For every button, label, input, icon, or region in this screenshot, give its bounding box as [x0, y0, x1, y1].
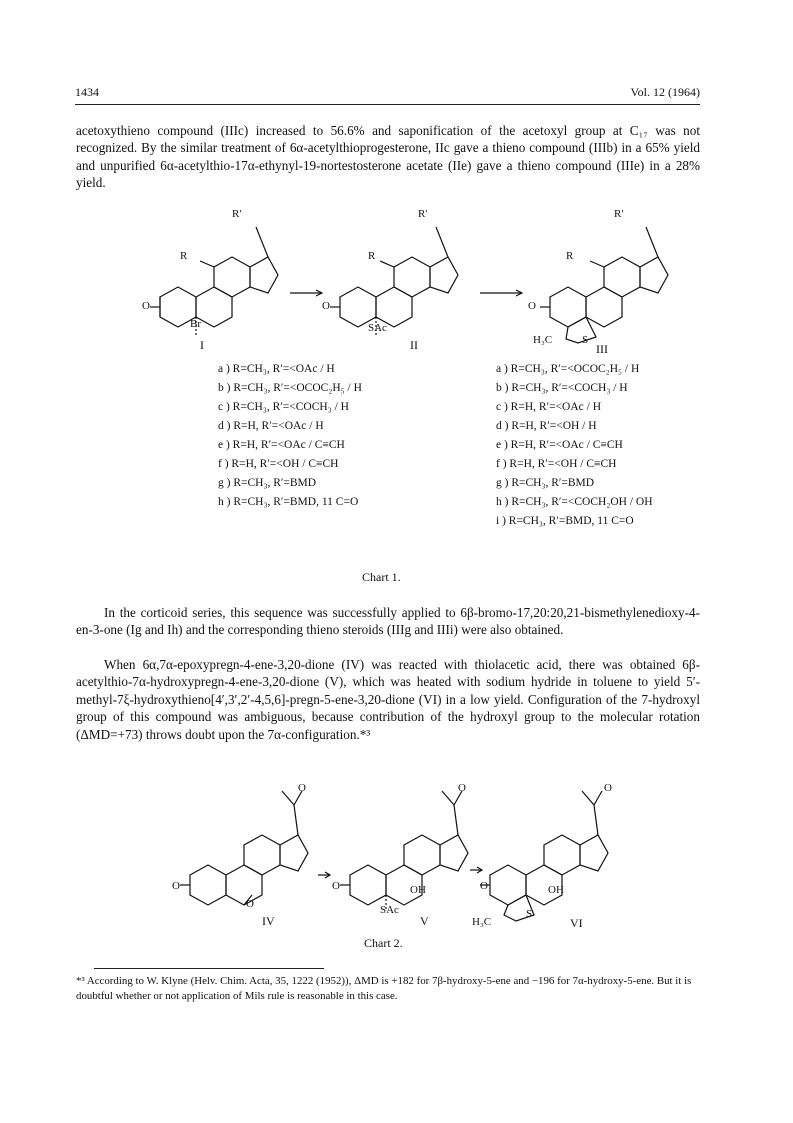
right-list-item-i: i ) R=CH₃, R′=BMD, 11 C=O	[496, 515, 634, 527]
right-list-item-c: c ) R=H, R′=<OAc / H	[496, 401, 602, 413]
label-O-2: O	[322, 300, 330, 312]
chart2-structures	[170, 775, 670, 930]
right-list-item-h: h ) R=CH₃, R′=<COCH₂OH / OH	[496, 496, 653, 508]
paragraph-3	[76, 656, 700, 743]
label-S-1: S	[582, 334, 589, 346]
chart1-left-list	[218, 360, 362, 512]
header-rule	[75, 104, 700, 105]
label-R-2: R	[368, 250, 376, 262]
label-H3C-1: H₃C	[533, 334, 553, 346]
structure-II	[330, 227, 458, 335]
paragraph-2-text: In the corticoid series, this sequence was successfully applied to 6β-bromo-17,20:20,21-bismethylenedioxy-4-en-3-one (Ig and Ih) and the corresponding thieno steroids (IIIg and IIIi) were also obtained.	[76, 605, 700, 638]
right-list-item-g: g ) R=CH₃, R′=BMD	[496, 477, 595, 489]
structure-V	[340, 791, 468, 911]
label-I: I	[200, 338, 204, 352]
left-list-item-a: a ) R=CH₃, R′=<OAc / H	[218, 363, 335, 375]
label-VI: VI	[570, 916, 583, 930]
right-list-item-d: d ) R=H, R′=<OH / H	[496, 420, 597, 432]
left-list-item-e: e ) R=H, R′=<OAc / C≡CH	[218, 439, 345, 451]
label-Br: Br	[190, 318, 201, 330]
label-S-2: S	[526, 908, 533, 920]
label-OH-V: OH	[410, 884, 426, 896]
label-V: V	[420, 914, 429, 928]
label-O-epoxide-IV: O	[246, 898, 254, 910]
structure-VI	[480, 791, 608, 921]
left-list-item-f: f ) R=H, R′=<OH / C≡CH	[218, 458, 339, 470]
label-II: II	[410, 338, 418, 352]
label-III: III	[596, 342, 608, 356]
label-SAc-2: SAc	[380, 904, 399, 916]
label-O-3-IV: O	[172, 880, 180, 892]
footnote-text: *³ According to W. Klyne (Helv. Chim. Acta, 35, 1222 (1952)), ΔMD is +182 for 7β-hydroxy-5-ene and −196 for 7α-hydroxy-5-ene. But it is doubtful whether or not application of Mils rule is reasonable in this case.	[76, 975, 692, 1002]
label-IV: IV	[262, 914, 275, 928]
label-Rp-2: R′	[418, 208, 428, 220]
left-list-item-c: c ) R=CH₃, R′=<COCH₃ / H	[218, 401, 349, 413]
label-O-ketone-V: O	[458, 782, 466, 794]
right-list-item-b: b ) R=CH₃, R′=<COCH₃ / H	[496, 382, 628, 394]
label-SAc-1: SAc	[368, 322, 387, 334]
right-list-item-f: f ) R=H, R′=<OH / C≡CH	[496, 458, 617, 470]
paragraph-3-text: When 6α,7α-epoxypregn-4-ene-3,20-dione (IV) was reacted with thiolacetic acid, there was obtained 6β-acetylthio-7α-hydroxypregn-4-ene-3,20-dione (V), which was heated with sodium hydride in toluene to yield 5′-methyl-7ξ-hydroxythieno[4′,3′,2′-4,5,6]-pregn-5-ene-3,20-dione (VI) in a low yield. Configuration of the 7-hydroxyl group of this compound was ambiguous, because contribution of the hydroxyl group to the molecular rotation (ΔMD=+73) throws doubt upon the 7α-configuration.*³	[76, 657, 700, 742]
label-O-3-VI: O	[480, 880, 488, 892]
paragraph-2	[76, 604, 700, 639]
label-O-3-V: O	[332, 880, 340, 892]
label-H3C-2: H₃C	[472, 916, 492, 928]
right-list-item-e: e ) R=H, R′=<OAc / C≡CH	[496, 439, 623, 451]
left-list-item-b: b ) R=CH₃, R′=<OCOC₂H₅ / H	[218, 382, 362, 394]
footnote-rule	[94, 968, 324, 969]
chart2-caption: Chart 2.	[364, 936, 403, 950]
label-R-3: R	[566, 250, 574, 262]
label-O-ketone-VI: O	[604, 782, 612, 794]
chart2-arrows	[318, 867, 482, 878]
left-list-item-d: d ) R=H, R′=<OAc / H	[218, 420, 324, 432]
label-O-1: O	[142, 300, 150, 312]
right-list-item-a: a ) R=CH₃, R′=<OCOC₂H₅ / H	[496, 363, 640, 375]
label-R-1: R	[180, 250, 188, 262]
label-O-ketone-IV: O	[298, 782, 306, 794]
volume-label: Vol. 12 (1964)	[630, 85, 700, 99]
footnote	[76, 974, 700, 1003]
paragraph-1-text: acetoxythieno compound (IIIc) increased to 56.6% and saponification of the acetoxyl group at C₁₇ was not recognized. By the similar treatment of 6α-acetylthioprogesterone, IIc gave a thieno compound (IIIb) in a 65% yield and unpurified 6α-acetylthio-17α-ethynyl-19-nortestosterone acetate (IIe) gave a thieno compound (IIIe) in a 28% yield.	[76, 123, 700, 191]
label-Rp-3: R′	[614, 208, 624, 220]
chart1-right-list	[496, 360, 653, 531]
structure-III	[540, 227, 668, 343]
label-O-3: O	[528, 300, 536, 312]
left-list-item-g: g ) R=CH₃, R′=BMD	[218, 477, 317, 489]
paragraph-1	[76, 122, 700, 192]
structure-I	[150, 227, 278, 337]
label-OH-VI: OH	[548, 884, 564, 896]
chart1-structures	[130, 205, 710, 355]
label-Rp-1: R′	[232, 208, 242, 220]
chart1-caption: Chart 1.	[362, 570, 401, 584]
structure-IV	[180, 791, 308, 905]
page-number: 1434	[75, 85, 99, 99]
left-list-item-h: h ) R=CH₃, R′=BMD, 11 C=O	[218, 496, 359, 508]
